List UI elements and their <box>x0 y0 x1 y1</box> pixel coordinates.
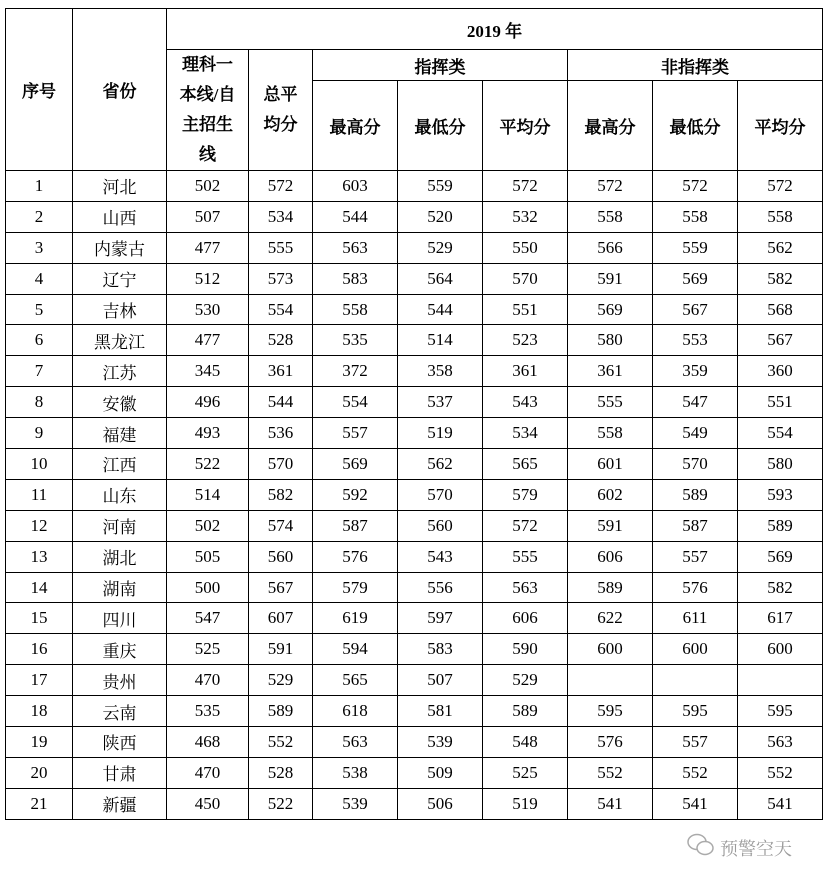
cell-noncommand-avg: 589 <box>738 510 823 541</box>
cell-noncommand-max: 361 <box>568 356 653 387</box>
cell-province: 湖南 <box>73 572 167 603</box>
cell-noncommand-avg: 541 <box>738 788 823 819</box>
cell-command-max: 372 <box>313 356 398 387</box>
cell-line: 525 <box>167 634 249 665</box>
cell-noncommand-min: 359 <box>653 356 738 387</box>
cell-total-avg: 570 <box>249 449 313 480</box>
cell-noncommand-avg: 593 <box>738 479 823 510</box>
cell-noncommand-avg: 552 <box>738 757 823 788</box>
cell-noncommand-max: 606 <box>568 541 653 572</box>
cell-province: 辽宁 <box>73 263 167 294</box>
cell-noncommand-min: 587 <box>653 510 738 541</box>
cell-province: 新疆 <box>73 788 167 819</box>
cell-command-avg: 519 <box>483 788 568 819</box>
cell-province: 福建 <box>73 418 167 449</box>
cell-line: 470 <box>167 757 249 788</box>
cell-command-avg: 550 <box>483 232 568 263</box>
cell-command-max: 557 <box>313 418 398 449</box>
cell-province: 陕西 <box>73 727 167 758</box>
cell-command-avg: 529 <box>483 665 568 696</box>
header-command-max: 最高分 <box>313 81 398 171</box>
cell-command-avg: 534 <box>483 418 568 449</box>
table-row <box>6 757 823 788</box>
cell-seq: 19 <box>6 727 73 758</box>
table-row <box>6 232 823 263</box>
cell-line: 535 <box>167 696 249 727</box>
header-command-min: 最低分 <box>398 81 483 171</box>
cell-noncommand-min: 567 <box>653 294 738 325</box>
cell-command-min: 583 <box>398 634 483 665</box>
cell-total-avg: 567 <box>249 572 313 603</box>
cell-line: 502 <box>167 510 249 541</box>
table-row <box>6 696 823 727</box>
cell-command-avg: 589 <box>483 696 568 727</box>
cell-seq: 15 <box>6 603 73 634</box>
cell-command-min: 560 <box>398 510 483 541</box>
cell-noncommand-min: 553 <box>653 325 738 356</box>
cell-seq: 8 <box>6 387 73 418</box>
wechat-icon <box>686 832 716 863</box>
cell-line: 547 <box>167 603 249 634</box>
cell-command-min: 562 <box>398 449 483 480</box>
table-row <box>6 201 823 232</box>
cell-command-min: 506 <box>398 788 483 819</box>
cell-noncommand-max: 552 <box>568 757 653 788</box>
cell-command-min: 543 <box>398 541 483 572</box>
cell-command-avg: 525 <box>483 757 568 788</box>
header-command: 指挥类 <box>313 50 568 81</box>
cell-province: 重庆 <box>73 634 167 665</box>
cell-noncommand-max: 580 <box>568 325 653 356</box>
cell-command-min: 509 <box>398 757 483 788</box>
cell-total-avg: 528 <box>249 757 313 788</box>
cell-total-avg: 560 <box>249 541 313 572</box>
table-row <box>6 294 823 325</box>
cell-noncommand-max: 558 <box>568 418 653 449</box>
cell-noncommand-max: 541 <box>568 788 653 819</box>
cell-command-avg: 570 <box>483 263 568 294</box>
cell-province: 四川 <box>73 603 167 634</box>
header-line: 理科一本线/自主招生线 <box>167 50 249 171</box>
cell-command-min: 564 <box>398 263 483 294</box>
cell-noncommand-min: 541 <box>653 788 738 819</box>
cell-command-max: 618 <box>313 696 398 727</box>
cell-seq: 1 <box>6 171 73 202</box>
cell-noncommand-min: 595 <box>653 696 738 727</box>
cell-noncommand-avg: 572 <box>738 171 823 202</box>
header-province: 省份 <box>73 9 167 171</box>
cell-province: 江西 <box>73 449 167 480</box>
cell-noncommand-max: 566 <box>568 232 653 263</box>
admission-scores-table <box>5 8 823 820</box>
cell-total-avg: 589 <box>249 696 313 727</box>
cell-total-avg: 572 <box>249 171 313 202</box>
cell-command-min: 537 <box>398 387 483 418</box>
cell-command-avg: 579 <box>483 479 568 510</box>
header-year: 2019 年 <box>167 9 823 50</box>
cell-total-avg: 555 <box>249 232 313 263</box>
cell-seq: 18 <box>6 696 73 727</box>
table-row <box>6 572 823 603</box>
cell-command-avg: 543 <box>483 387 568 418</box>
cell-seq: 7 <box>6 356 73 387</box>
cell-seq: 9 <box>6 418 73 449</box>
cell-command-min: 559 <box>398 171 483 202</box>
cell-command-min: 507 <box>398 665 483 696</box>
cell-province: 内蒙古 <box>73 232 167 263</box>
cell-command-min: 581 <box>398 696 483 727</box>
header-seq: 序号 <box>6 9 73 171</box>
cell-command-avg: 361 <box>483 356 568 387</box>
cell-noncommand-max: 576 <box>568 727 653 758</box>
cell-noncommand-max: 591 <box>568 510 653 541</box>
cell-command-max: 565 <box>313 665 398 696</box>
cell-line: 522 <box>167 449 249 480</box>
cell-seq: 21 <box>6 788 73 819</box>
cell-total-avg: 522 <box>249 788 313 819</box>
cell-province: 云南 <box>73 696 167 727</box>
cell-line: 450 <box>167 788 249 819</box>
cell-noncommand-max: 555 <box>568 387 653 418</box>
cell-total-avg: 591 <box>249 634 313 665</box>
cell-command-avg: 572 <box>483 510 568 541</box>
table-row <box>6 263 823 294</box>
cell-line: 502 <box>167 171 249 202</box>
cell-command-avg: 606 <box>483 603 568 634</box>
cell-line: 496 <box>167 387 249 418</box>
header-non-command: 非指挥类 <box>568 50 823 81</box>
cell-total-avg: 582 <box>249 479 313 510</box>
cell-noncommand-min: 570 <box>653 449 738 480</box>
header-command-avg: 平均分 <box>483 81 568 171</box>
cell-total-avg: 554 <box>249 294 313 325</box>
cell-province: 河北 <box>73 171 167 202</box>
cell-command-max: 579 <box>313 572 398 603</box>
cell-noncommand-max <box>568 665 653 696</box>
cell-seq: 6 <box>6 325 73 356</box>
header-noncommand-max: 最高分 <box>568 81 653 171</box>
cell-command-max: 558 <box>313 294 398 325</box>
cell-noncommand-avg: 600 <box>738 634 823 665</box>
cell-province: 河南 <box>73 510 167 541</box>
cell-noncommand-min: 611 <box>653 603 738 634</box>
header-noncommand-avg: 平均分 <box>738 81 823 171</box>
table-row <box>6 788 823 819</box>
cell-total-avg: 361 <box>249 356 313 387</box>
cell-command-max: 594 <box>313 634 398 665</box>
table-row <box>6 541 823 572</box>
cell-total-avg: 536 <box>249 418 313 449</box>
cell-line: 345 <box>167 356 249 387</box>
cell-line: 470 <box>167 665 249 696</box>
cell-command-min: 539 <box>398 727 483 758</box>
cell-seq: 13 <box>6 541 73 572</box>
cell-command-min: 597 <box>398 603 483 634</box>
cell-province: 江苏 <box>73 356 167 387</box>
cell-seq: 14 <box>6 572 73 603</box>
cell-total-avg: 574 <box>249 510 313 541</box>
cell-total-avg: 529 <box>249 665 313 696</box>
cell-noncommand-min: 557 <box>653 727 738 758</box>
cell-noncommand-max: 591 <box>568 263 653 294</box>
cell-noncommand-min: 549 <box>653 418 738 449</box>
cell-total-avg: 544 <box>249 387 313 418</box>
cell-command-min: 520 <box>398 201 483 232</box>
cell-noncommand-avg: 360 <box>738 356 823 387</box>
cell-line: 512 <box>167 263 249 294</box>
cell-noncommand-min: 576 <box>653 572 738 603</box>
cell-noncommand-max: 602 <box>568 479 653 510</box>
cell-noncommand-max: 589 <box>568 572 653 603</box>
cell-command-avg: 563 <box>483 572 568 603</box>
cell-noncommand-avg: 563 <box>738 727 823 758</box>
table-row <box>6 510 823 541</box>
cell-noncommand-min: 572 <box>653 171 738 202</box>
cell-line: 468 <box>167 727 249 758</box>
cell-province: 贵州 <box>73 665 167 696</box>
table-row <box>6 479 823 510</box>
cell-command-max: 554 <box>313 387 398 418</box>
cell-province: 安徽 <box>73 387 167 418</box>
cell-line: 477 <box>167 325 249 356</box>
table-row <box>6 634 823 665</box>
cell-province: 甘肃 <box>73 757 167 788</box>
cell-command-min: 519 <box>398 418 483 449</box>
cell-command-max: 563 <box>313 232 398 263</box>
cell-noncommand-avg: 582 <box>738 263 823 294</box>
cell-command-max: 538 <box>313 757 398 788</box>
cell-command-avg: 555 <box>483 541 568 572</box>
cell-noncommand-max: 622 <box>568 603 653 634</box>
cell-command-min: 514 <box>398 325 483 356</box>
cell-noncommand-avg: 562 <box>738 232 823 263</box>
cell-command-max: 576 <box>313 541 398 572</box>
cell-noncommand-avg: 567 <box>738 325 823 356</box>
cell-seq: 17 <box>6 665 73 696</box>
table-row <box>6 665 823 696</box>
cell-noncommand-avg: 558 <box>738 201 823 232</box>
cell-command-max: 603 <box>313 171 398 202</box>
cell-noncommand-avg: 551 <box>738 387 823 418</box>
cell-command-min: 544 <box>398 294 483 325</box>
header-noncommand-min: 最低分 <box>653 81 738 171</box>
cell-command-max: 619 <box>313 603 398 634</box>
cell-command-max: 539 <box>313 788 398 819</box>
cell-noncommand-max: 601 <box>568 449 653 480</box>
cell-command-min: 529 <box>398 232 483 263</box>
cell-command-avg: 532 <box>483 201 568 232</box>
cell-command-avg: 572 <box>483 171 568 202</box>
cell-seq: 16 <box>6 634 73 665</box>
cell-noncommand-min <box>653 665 738 696</box>
cell-seq: 3 <box>6 232 73 263</box>
cell-command-max: 563 <box>313 727 398 758</box>
cell-line: 507 <box>167 201 249 232</box>
table-body <box>6 171 823 820</box>
cell-noncommand-max: 569 <box>568 294 653 325</box>
cell-line: 530 <box>167 294 249 325</box>
cell-line: 514 <box>167 479 249 510</box>
cell-province: 吉林 <box>73 294 167 325</box>
table-row <box>6 356 823 387</box>
cell-command-max: 583 <box>313 263 398 294</box>
cell-noncommand-avg: 554 <box>738 418 823 449</box>
cell-command-avg: 548 <box>483 727 568 758</box>
cell-noncommand-max: 558 <box>568 201 653 232</box>
cell-total-avg: 607 <box>249 603 313 634</box>
cell-command-max: 569 <box>313 449 398 480</box>
cell-command-avg: 590 <box>483 634 568 665</box>
table-row <box>6 603 823 634</box>
cell-noncommand-avg: 595 <box>738 696 823 727</box>
header-total-avg: 总平均分 <box>249 50 313 171</box>
cell-seq: 11 <box>6 479 73 510</box>
table-row <box>6 727 823 758</box>
cell-command-min: 556 <box>398 572 483 603</box>
cell-seq: 12 <box>6 510 73 541</box>
cell-command-max: 592 <box>313 479 398 510</box>
cell-noncommand-max: 595 <box>568 696 653 727</box>
cell-province: 山东 <box>73 479 167 510</box>
cell-total-avg: 573 <box>249 263 313 294</box>
watermark <box>686 832 792 863</box>
cell-noncommand-min: 557 <box>653 541 738 572</box>
table-row <box>6 418 823 449</box>
cell-noncommand-avg: 580 <box>738 449 823 480</box>
cell-noncommand-avg: 582 <box>738 572 823 603</box>
cell-total-avg: 552 <box>249 727 313 758</box>
cell-noncommand-avg <box>738 665 823 696</box>
cell-command-max: 587 <box>313 510 398 541</box>
cell-total-avg: 534 <box>249 201 313 232</box>
cell-seq: 5 <box>6 294 73 325</box>
cell-line: 500 <box>167 572 249 603</box>
watermark-text: 预警空天 <box>720 838 792 860</box>
cell-command-avg: 565 <box>483 449 568 480</box>
cell-noncommand-avg: 569 <box>738 541 823 572</box>
cell-command-avg: 523 <box>483 325 568 356</box>
cell-noncommand-min: 547 <box>653 387 738 418</box>
table-row <box>6 387 823 418</box>
table-row <box>6 325 823 356</box>
cell-noncommand-min: 600 <box>653 634 738 665</box>
cell-noncommand-max: 600 <box>568 634 653 665</box>
cell-province: 湖北 <box>73 541 167 572</box>
cell-command-max: 544 <box>313 201 398 232</box>
cell-seq: 2 <box>6 201 73 232</box>
cell-noncommand-min: 559 <box>653 232 738 263</box>
cell-line: 477 <box>167 232 249 263</box>
cell-noncommand-avg: 568 <box>738 294 823 325</box>
cell-command-min: 358 <box>398 356 483 387</box>
cell-noncommand-max: 572 <box>568 171 653 202</box>
cell-command-max: 535 <box>313 325 398 356</box>
table-row <box>6 171 823 202</box>
cell-noncommand-min: 569 <box>653 263 738 294</box>
cell-command-min: 570 <box>398 479 483 510</box>
cell-line: 493 <box>167 418 249 449</box>
table-row <box>6 449 823 480</box>
cell-total-avg: 528 <box>249 325 313 356</box>
cell-noncommand-avg: 617 <box>738 603 823 634</box>
cell-command-avg: 551 <box>483 294 568 325</box>
cell-province: 山西 <box>73 201 167 232</box>
cell-line: 505 <box>167 541 249 572</box>
cell-noncommand-min: 552 <box>653 757 738 788</box>
cell-noncommand-min: 558 <box>653 201 738 232</box>
cell-seq: 20 <box>6 757 73 788</box>
cell-province: 黑龙江 <box>73 325 167 356</box>
cell-noncommand-min: 589 <box>653 479 738 510</box>
cell-seq: 10 <box>6 449 73 480</box>
cell-seq: 4 <box>6 263 73 294</box>
